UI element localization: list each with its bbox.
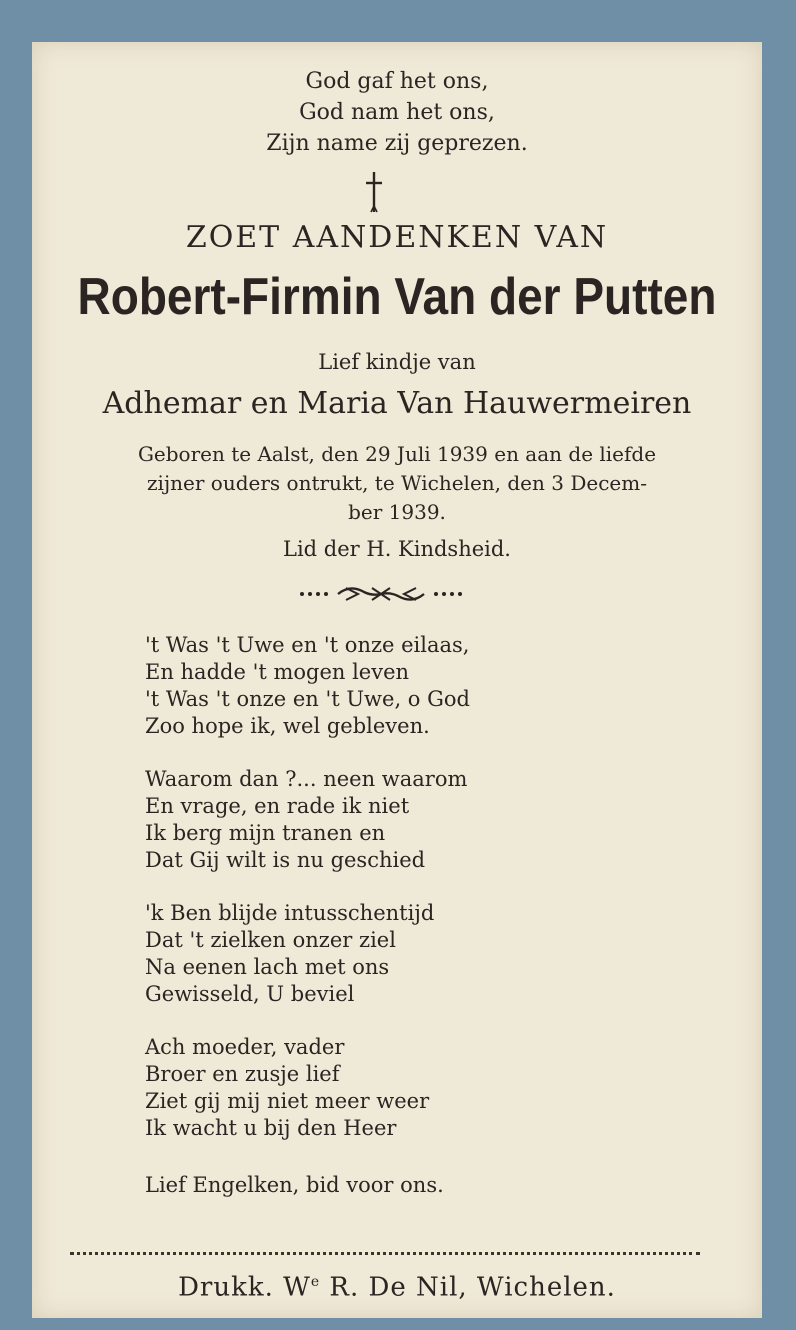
decorative-scroll-ornament xyxy=(298,580,464,608)
poem-line: Ziet gij mij niet meer weer xyxy=(145,1089,430,1113)
birth-death-line: Geboren te Aalst, den 29 Juli 1939 en aan de liefde xyxy=(137,442,657,466)
latin-cross-icon xyxy=(361,170,387,214)
poem-line: Gewisseld, U beviel xyxy=(145,982,355,1006)
poem xyxy=(145,632,705,1168)
poem-stanza xyxy=(145,1034,705,1142)
motto-line: Zijn name zij geprezen. xyxy=(266,131,528,156)
poem-stanza xyxy=(145,900,705,1008)
poem-stanza xyxy=(145,766,705,874)
printer-rest: R. De Nil, Wichelen. xyxy=(320,1272,616,1303)
printer-prefix: Drukk. W xyxy=(178,1272,311,1303)
poem-line: 't Was 't Uwe en 't onze eilaas, xyxy=(145,633,470,657)
poem-line: Waarom dan ?... neen waarom xyxy=(145,767,468,791)
poem-line: Zoo hope ik, wel gebleven. xyxy=(145,714,430,738)
poem-line: En hadde 't mogen leven xyxy=(145,660,410,684)
birth-death-line: ber 1939. xyxy=(348,500,446,524)
poem-line: Dat Gij wilt is nu geschied xyxy=(145,848,426,872)
poem-line: Na eenen lach met ons xyxy=(145,955,390,979)
poem-stanza xyxy=(145,632,705,740)
poem-line: 'k Ben blijde intusschentijd xyxy=(145,901,435,925)
closing-prayer: Lief Engelken, bid voor ons. xyxy=(145,1173,444,1197)
poem-line: Ach moeder, vader xyxy=(145,1035,345,1059)
poem-line: Dat 't zielken onzer ziel xyxy=(145,928,396,952)
printer-superscript: e xyxy=(310,1274,321,1290)
child-of-label: Lief kindje van xyxy=(318,350,476,374)
birth-death-line: zijner ouders ontrukt, te Wichelen, den 3 Decem- xyxy=(147,471,647,495)
poem-line: En vrage, en rade ik niet xyxy=(145,794,410,818)
deceased-name: Robert-Firmin Van der Putten xyxy=(77,266,717,326)
heading: ZOET AANDENKEN VAN xyxy=(185,220,609,255)
printer-imprint xyxy=(32,1264,762,1306)
poem-line: Ik berg mijn tranen en xyxy=(145,821,386,845)
membership: Lid der H. Kindsheid. xyxy=(283,537,511,561)
poem-line: Broer en zusje lief xyxy=(145,1062,340,1086)
dotted-divider xyxy=(70,1252,700,1255)
parents-names: Adhemar en Maria Van Hauwermeiren xyxy=(102,386,692,421)
motto-line: God nam het ons, xyxy=(299,100,495,125)
motto-line: God gaf het ons, xyxy=(305,69,489,94)
poem-line: Ik wacht u bij den Heer xyxy=(145,1116,397,1140)
birth-death-text xyxy=(60,440,734,527)
poem-line: 't Was 't onze en 't Uwe, o God xyxy=(145,687,470,711)
motto xyxy=(32,66,762,159)
